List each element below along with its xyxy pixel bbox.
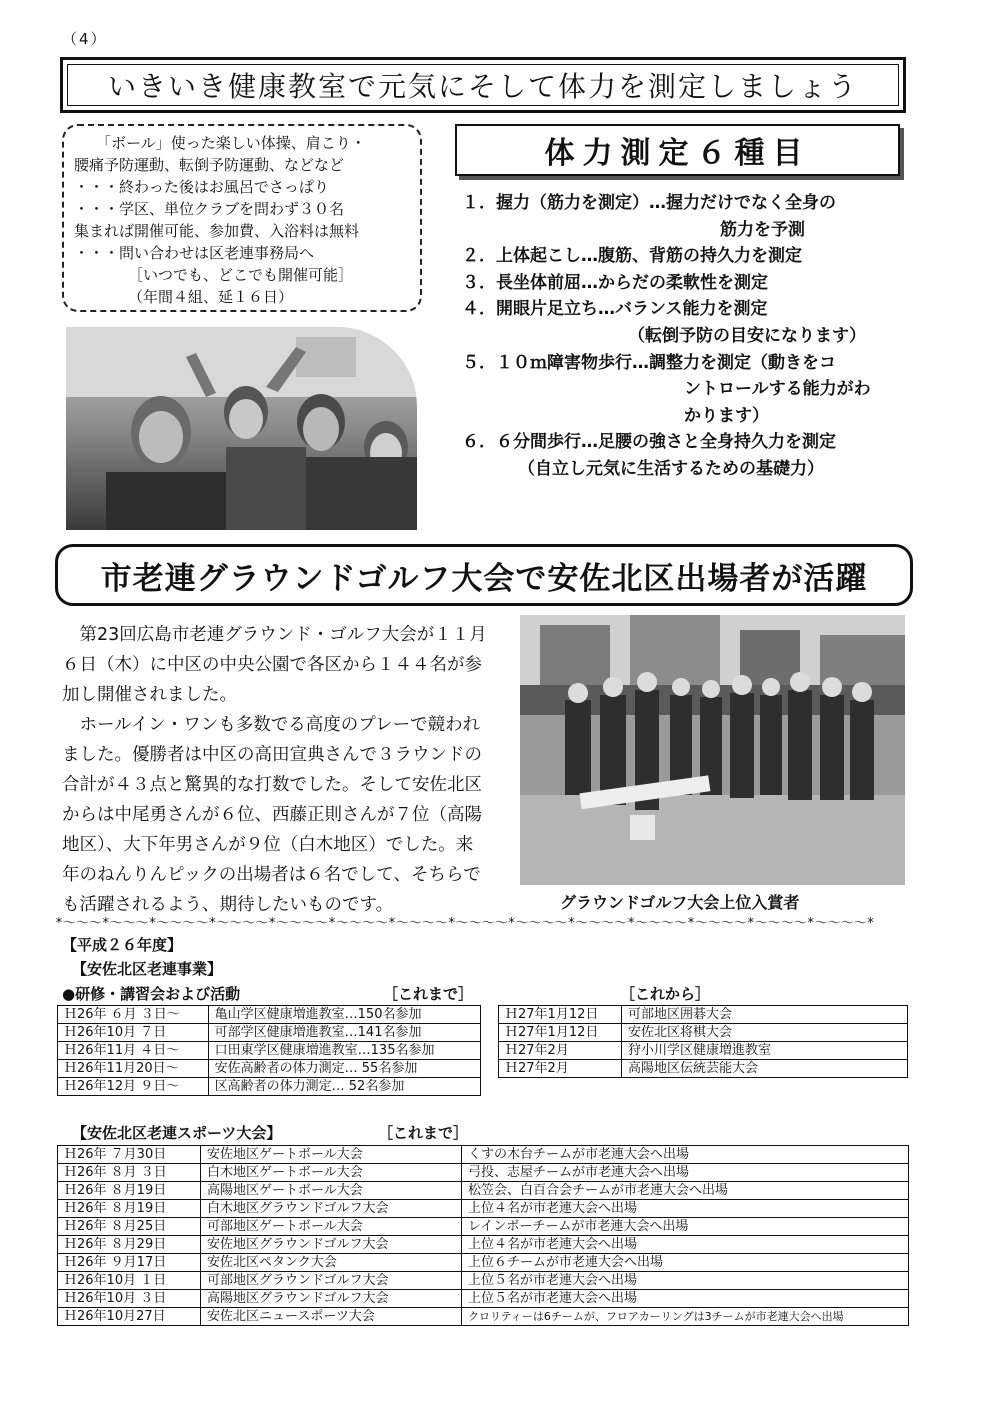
table-cell-date: Ｈ26年11月20日～ [58, 1060, 209, 1078]
table-cell-date: Ｈ26年 ８月25日 [58, 1218, 201, 1236]
table-row [499, 1006, 908, 1024]
table-row [499, 1024, 908, 1042]
sports-past-label: ［これまで］ [378, 1124, 469, 1142]
info-line: 腰痛予防運動、転倒予防運動、などなど [74, 156, 345, 174]
table-cell-date: Ｈ27年2月 [499, 1060, 622, 1078]
table-cell-event: 区高齢者の体力測定… 52名参加 [208, 1078, 480, 1096]
info-line: ・・・終わった後はお風呂でさっぱり [74, 178, 329, 196]
table-cell-event: 安佐地区ゲートボール大会 [201, 1146, 462, 1164]
article-line: からは中尾勇さんが６位、西藤正則さんが７位（高陽 [62, 805, 482, 825]
measurement-title: 体力測定６種目 [455, 124, 900, 176]
info-line: ・・・問い合わせは区老連事務局へ [74, 244, 315, 262]
table-cell-date: Ｈ27年1月12日 [499, 1006, 622, 1024]
table-cell-event: 安佐北区ニュースポーツ大会 [201, 1308, 462, 1326]
health-class-photo-image [66, 327, 417, 530]
measurement-item: ３．長坐体前屈…からだの柔軟性を測定 [462, 272, 768, 293]
table-cell-date: Ｈ26年10月 １日 [58, 1272, 201, 1290]
table-cell-date: Ｈ26年 ７月30日 [58, 1146, 201, 1164]
measurement-item: かります） [684, 405, 769, 426]
sports-title: 【安佐北区老連スポーツ大会】 [72, 1124, 282, 1142]
future-events-table [498, 1005, 908, 1078]
table-row [58, 1164, 909, 1182]
table-row [499, 1060, 908, 1078]
table-cell-result: 松笠会、白百合会チームが市老連大会へ出場 [462, 1182, 909, 1200]
table-row [58, 1272, 909, 1290]
table-cell-event: 安佐高齢者の体力測定… 55名参加 [208, 1060, 480, 1078]
measurement-item: ５．１０ｍ障害物歩行…調整力を測定（動きをコ [462, 352, 836, 373]
table-cell-result: 弓投、志屋チームが市老連大会へ出場 [462, 1164, 909, 1182]
table-row [499, 1042, 908, 1060]
info-box [62, 124, 422, 312]
table-cell-event: 亀山学区健康増進教室…150名参加 [208, 1006, 480, 1024]
measurement-item: （転倒予防の目安になります） [628, 325, 866, 346]
table-cell-event: 口田東学区健康増進教室…135名参加 [208, 1042, 480, 1060]
photo-caption: グラウンドゴルフ大会上位入賞者 [560, 893, 800, 912]
table-row [58, 1146, 909, 1164]
table-cell-date: Ｈ26年 ８月 ３日 [58, 1164, 201, 1182]
table-row [58, 1078, 481, 1096]
table-cell-date: Ｈ26年 ８月19日 [58, 1182, 201, 1200]
health-class-photo [66, 327, 417, 530]
article-line: ６日（木）に中区の中央公園で各区から１４４名が参 [62, 655, 482, 675]
article-line: ホールイン・ワンも多数でる高度のプレーで競われ [62, 715, 481, 735]
info-line: ・・・学区、単位クラブを問わず３０名 [74, 200, 345, 218]
table-row [58, 1218, 909, 1236]
info-line: 集まれば開催可能、参加費、入浴料は無料 [74, 222, 360, 240]
past-label: ［これまで］ [383, 985, 474, 1003]
table-cell-event: 高陽地区グラウンドゴルフ大会 [201, 1290, 462, 1308]
article-line: ました。優勝者は中区の高田宣典さんで３ラウンドの [62, 745, 482, 765]
info-line: （年間４組、延１６日） [128, 288, 294, 306]
table-row [58, 1290, 909, 1308]
table-cell-event: 可部地区ゲートボール大会 [201, 1218, 462, 1236]
table-row [58, 1200, 909, 1218]
measurement-list [462, 190, 912, 483]
table-cell-result: 上位６チームが市老連大会へ出場 [462, 1254, 909, 1272]
measurement-item: （自立し元気に生活するための基礎力） [518, 458, 824, 479]
table-cell-result: 上位５名が市老連大会へ出場 [462, 1272, 909, 1290]
table-row [58, 1182, 909, 1200]
table-cell-date: Ｈ26年10月27日 [58, 1308, 201, 1326]
table-cell-result: 上位４名が市老連大会へ出場 [462, 1236, 909, 1254]
table-row [58, 1042, 481, 1060]
table-cell-event: 安佐地区グラウンドゴルフ大会 [201, 1236, 462, 1254]
table-row [58, 1060, 481, 1078]
ground-golf-photo-image [520, 615, 905, 885]
table-row [58, 1024, 481, 1042]
measurement-item: ２．上体起こし…腹筋、背筋の持久力を測定 [462, 246, 802, 267]
table-cell-date: Ｈ26年 ９月17日 [58, 1254, 201, 1272]
measurement-item: 筋力を予測 [720, 219, 805, 240]
table-cell-event: 安佐北区ペタンク大会 [201, 1254, 462, 1272]
section-title: 【安佐北区老連事業】 [72, 960, 223, 978]
measurement-item: ントロールする能力がわ [684, 379, 871, 400]
section-divider: *～～～*～～～*～～～～*～～～～*～～～～*～～～～*～～～～*～～～～*～～～～*～～～～*～～～～*～～～～*～～～～*～～～～* [55, 916, 875, 931]
info-line: 「ボール」使った楽しい体操、肩こり・ [96, 134, 366, 152]
table-cell-event: 白木地区グラウンドゴルフ大会 [201, 1200, 462, 1218]
headline-banner-second: 市老連グラウンドゴルフ大会で安佐北区出場者が活躍 [55, 544, 913, 606]
table-cell-event: 高陽地区ゲートボール大会 [201, 1182, 462, 1200]
table-cell-result: 上位４名が市老連大会へ出場 [462, 1200, 909, 1218]
article-line: 地区）、大下年男さんが９位（白木地区）でした。来 [62, 835, 474, 855]
headline-banner-top [60, 57, 906, 113]
measurement-item: ６．６分間歩行…足腰の強さと全身持久力を測定 [462, 432, 836, 453]
page-number: （4） [62, 30, 108, 48]
headline-top-text: いきいき健康教室で元気にそして体力を測定しましょう [107, 70, 858, 103]
measurement-item: ４．開眼片足立ち…バランス能力を測定 [462, 299, 768, 320]
article-line: 第23回広島市老連グラウンド・ゴルフ大会が１１月 [62, 625, 487, 645]
sports-table [57, 1145, 909, 1326]
table-row [58, 1236, 909, 1254]
table-cell-date: Ｈ26年 ８月19日 [58, 1200, 201, 1218]
table-cell-event: 可部地区グラウンドゴルフ大会 [201, 1272, 462, 1290]
article-body [62, 620, 512, 920]
fiscal-year-label: 【平成２６年度】 [62, 936, 183, 954]
table-row [58, 1254, 909, 1272]
table-cell-date: Ｈ26年10月 ３日 [58, 1290, 201, 1308]
table-cell-result: レインボーチームが市老連大会へ出場 [462, 1218, 909, 1236]
article-line: も活躍されるよう、期待したいものです。 [62, 895, 394, 915]
ground-golf-photo [520, 615, 905, 885]
table-cell-date: Ｈ26年12月 ９日～ [58, 1078, 209, 1096]
table-cell-event: 可部地区囲碁大会 [622, 1006, 908, 1024]
table-cell-result: 上位５名が市老連大会へ出場 [462, 1290, 909, 1308]
article-line: 加し開催されました。 [62, 685, 237, 705]
table-cell-date: Ｈ27年1月12日 [499, 1024, 622, 1042]
info-line: ［いつでも、どこでも開催可能］ [128, 266, 354, 284]
future-label: ［これから］ [620, 985, 711, 1003]
table-cell-event: 安佐北区将棋大会 [622, 1024, 908, 1042]
table-cell-date: Ｈ26年 ６月 ３日～ [58, 1006, 209, 1024]
article-line: 合計が４３点と驚異的な打数でした。そして安佐北区 [62, 775, 482, 795]
table-cell-date: Ｈ26年 ８月29日 [58, 1236, 201, 1254]
table-cell-event: 可部学区健康増進教室…141名参加 [208, 1024, 480, 1042]
measurement-item: １．握力（筋力を測定）…握力だけでなく全身の [462, 193, 836, 213]
past-events-table [57, 1005, 481, 1096]
table-cell-date: Ｈ27年2月 [499, 1042, 622, 1060]
table-cell-result: くすの木台チームが市老連大会へ出場 [462, 1146, 909, 1164]
table-cell-result: クロリティーは6チームが、フロアカーリングは3チームが市老連大会へ出場 [462, 1308, 909, 1326]
table-row [58, 1006, 481, 1024]
table-cell-date: Ｈ26年10月 ７日 [58, 1024, 209, 1042]
table-row [58, 1308, 909, 1326]
table-cell-event: 狩小川学区健康増進教室 [622, 1042, 908, 1060]
table-cell-event: 白木地区ゲートボール大会 [201, 1164, 462, 1182]
training-label: ●研修・講習会および活動 [62, 985, 241, 1003]
table-cell-date: Ｈ26年11月 ４日～ [58, 1042, 209, 1060]
article-line: 年のねんりんピックの出場者は６名でして、そちらで [62, 865, 481, 885]
table-cell-event: 高陽地区伝統芸能大会 [622, 1060, 908, 1078]
